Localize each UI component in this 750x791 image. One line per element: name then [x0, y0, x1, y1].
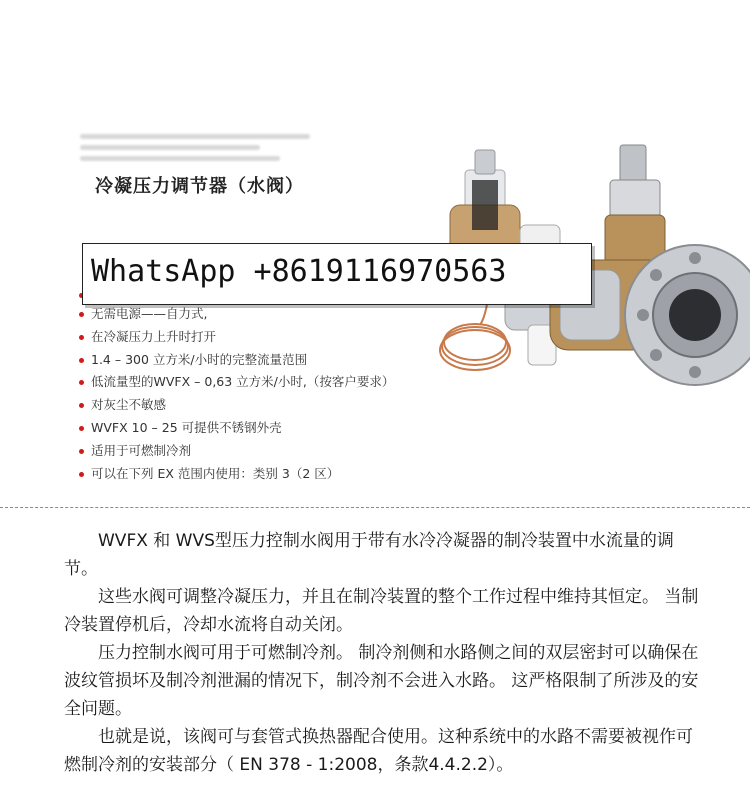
description-paragraph: 压力控制水阀可用于可燃制冷剂。 制冷剂侧和水路侧之间的双层密封可以确保在波纹管损坏及制冷剂泄漏的情况下，制冷剂不会进入水路。 这严格限制了所涉及的安全问题。: [64, 643, 699, 719]
contact-overlay-banner: [82, 243, 592, 305]
product-title: 冷凝压力调节器（水阀）: [95, 176, 304, 197]
feature-item: 1.4 – 300 立方米/小时的完整流量范围: [78, 349, 394, 372]
feature-item: 可以在下列 EX 范围内使用：类别 3（2 区）: [78, 463, 394, 486]
feature-item: 低流量型的WVFX – 0,63 立方米/小时,（按客户要求）: [78, 371, 394, 394]
pipe-flange: [625, 245, 750, 385]
whatsapp-contact-text: WhatsApp +8619116970563: [91, 254, 507, 289]
feature-item: 无需电源——自力式,: [78, 303, 394, 326]
blurred-heading-remnant: [80, 128, 320, 168]
section-divider: [0, 507, 750, 508]
description-paragraph: WVFX 和 WVS型压力控制水阀用于带有水冷冷凝器的制冷装置中水流量的调节。: [64, 531, 674, 579]
feature-item: 在冷凝压力上升时打开: [78, 326, 394, 349]
description-paragraph: 也就是说，该阀可与套管式换热器配合使用。这种系统中的水路不需要被视作可燃制冷剂的安装部分（ EN 378 - 1:2008，条款4.4.2.2）。: [64, 727, 693, 775]
feature-item: 对灰尘不敏感: [78, 394, 394, 417]
description-section: [64, 527, 704, 779]
description-paragraph: 这些水阀可调整冷凝压力，并且在制冷装置的整个工作过程中维持其恒定。 当制冷装置停机后，冷却水流将自动关闭。: [64, 587, 699, 635]
feature-item: WVFX 10 – 25 可提供不锈钢外壳: [78, 417, 394, 440]
feature-item: 适用于可燃制冷剂: [78, 440, 394, 463]
feature-list: [78, 303, 394, 485]
